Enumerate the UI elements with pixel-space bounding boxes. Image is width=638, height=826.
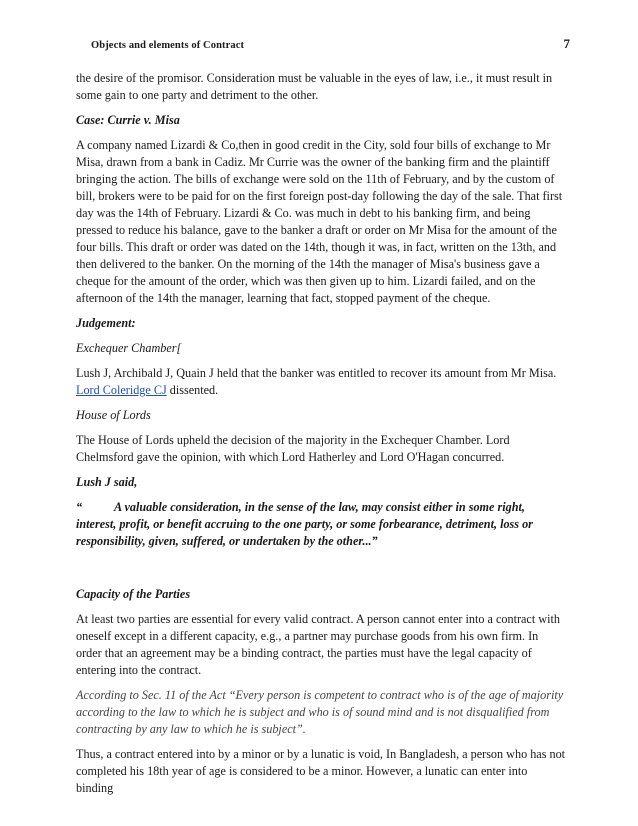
paragraph-sec11: According to Sec. 11 of the Act “Every person is competent to contract who is of the age of majority according to the law to which he is subject and who is of sound mind and is not disqualified from contracting by any law to which he is subject”. bbox=[76, 688, 564, 736]
judgement-heading: Judgement: bbox=[76, 316, 136, 330]
paragraph-capacity: At least two parties are essential for every valid contract. A person cannot enter into a contract with oneself except in a different capacity, e.g., a partner may purchase goods from his own firm. In order that an agreement may be a binding contract, the parties must have the legal capacity of entering into the contract. bbox=[76, 612, 560, 677]
quote-text: A valuable consideration, in the sense of the law, may consist either in some right, interest, profit, or benefit accruing to the one party, or some forbearance, detriment, loss or responsibility, given, suffered, or undertaken by the other...” bbox=[76, 500, 533, 548]
exchequer-heading: Exchequer Chamber[ bbox=[76, 341, 182, 355]
house-of-lords-heading: House of Lords bbox=[76, 408, 151, 422]
exchequer-text: Lush J, Archibald J, Quain J held that the banker was entitled to recover its amount from Mr Misa. bbox=[76, 366, 557, 380]
exchequer-tail: dissented. bbox=[169, 383, 219, 397]
paragraph-house-of-lords: The House of Lords upheld the decision of the majority in the Exchequer Chamber. Lord Chelmsford gave the opinion, with which Lord Hatherley and Lord O'Hagan concurred. bbox=[76, 433, 510, 464]
quote-block bbox=[76, 499, 566, 550]
paragraph-consideration: the desire of the promisor. Consideration must be valuable in the eyes of law, i.e., it must result in some gain to one party and detriment to the other. bbox=[76, 71, 553, 102]
capacity-heading: Capacity of the Parties bbox=[76, 587, 191, 601]
page-header bbox=[91, 36, 570, 52]
paragraph-case-facts: A company named Lizardi & Co,then in good credit in the City, sold four bills of exchange to Mr Misa, drawn from a bank in Cadiz. Mr Currie was the owner of the banking firm and the plaintiff bringing the action. The bills of exchange were sold on the 11th of February, and by the custom of bill, brokers were to be paid for on the first foreign post-day following the day of the sale. That first day was the 14th of February. Lizardi & Co. was much in debt to his banking firm, and being pressed to reduce his balance, gave to the banker a draft or order on Mr Misa for the amount of the four bills. This draft or order was dated on the 14th, though it was, in fact, written on the 13th, and then delivered to the banker. On the morning of the 14th the manager of Misa's business gave a cheque for the amount of the order, which was then given up to him. Lizardi failed, and on the afternoon of the 14th the manager, learning that fact, stopped payment of the cheque. bbox=[76, 138, 563, 305]
header-title: Objects and elements of Contract bbox=[91, 40, 245, 51]
paragraph-exchequer bbox=[76, 365, 566, 399]
lord-coleridge-link[interactable]: Lord Coleridge CJ bbox=[76, 383, 167, 397]
lush-heading: Lush J said, bbox=[76, 475, 138, 489]
quote-open-mark: “ bbox=[76, 500, 83, 514]
paragraph-minor: Thus, a contract entered into by a minor or by a lunatic is void, In Bangladesh, a person who has not completed his 18th year of age is considered to be a minor. However, a lunatic can enter into binding bbox=[76, 747, 566, 795]
spacer bbox=[76, 558, 566, 586]
document-body bbox=[76, 70, 566, 805]
page-number: 7 bbox=[563, 36, 570, 51]
case-heading: Case: Currie v. Misa bbox=[76, 113, 180, 127]
